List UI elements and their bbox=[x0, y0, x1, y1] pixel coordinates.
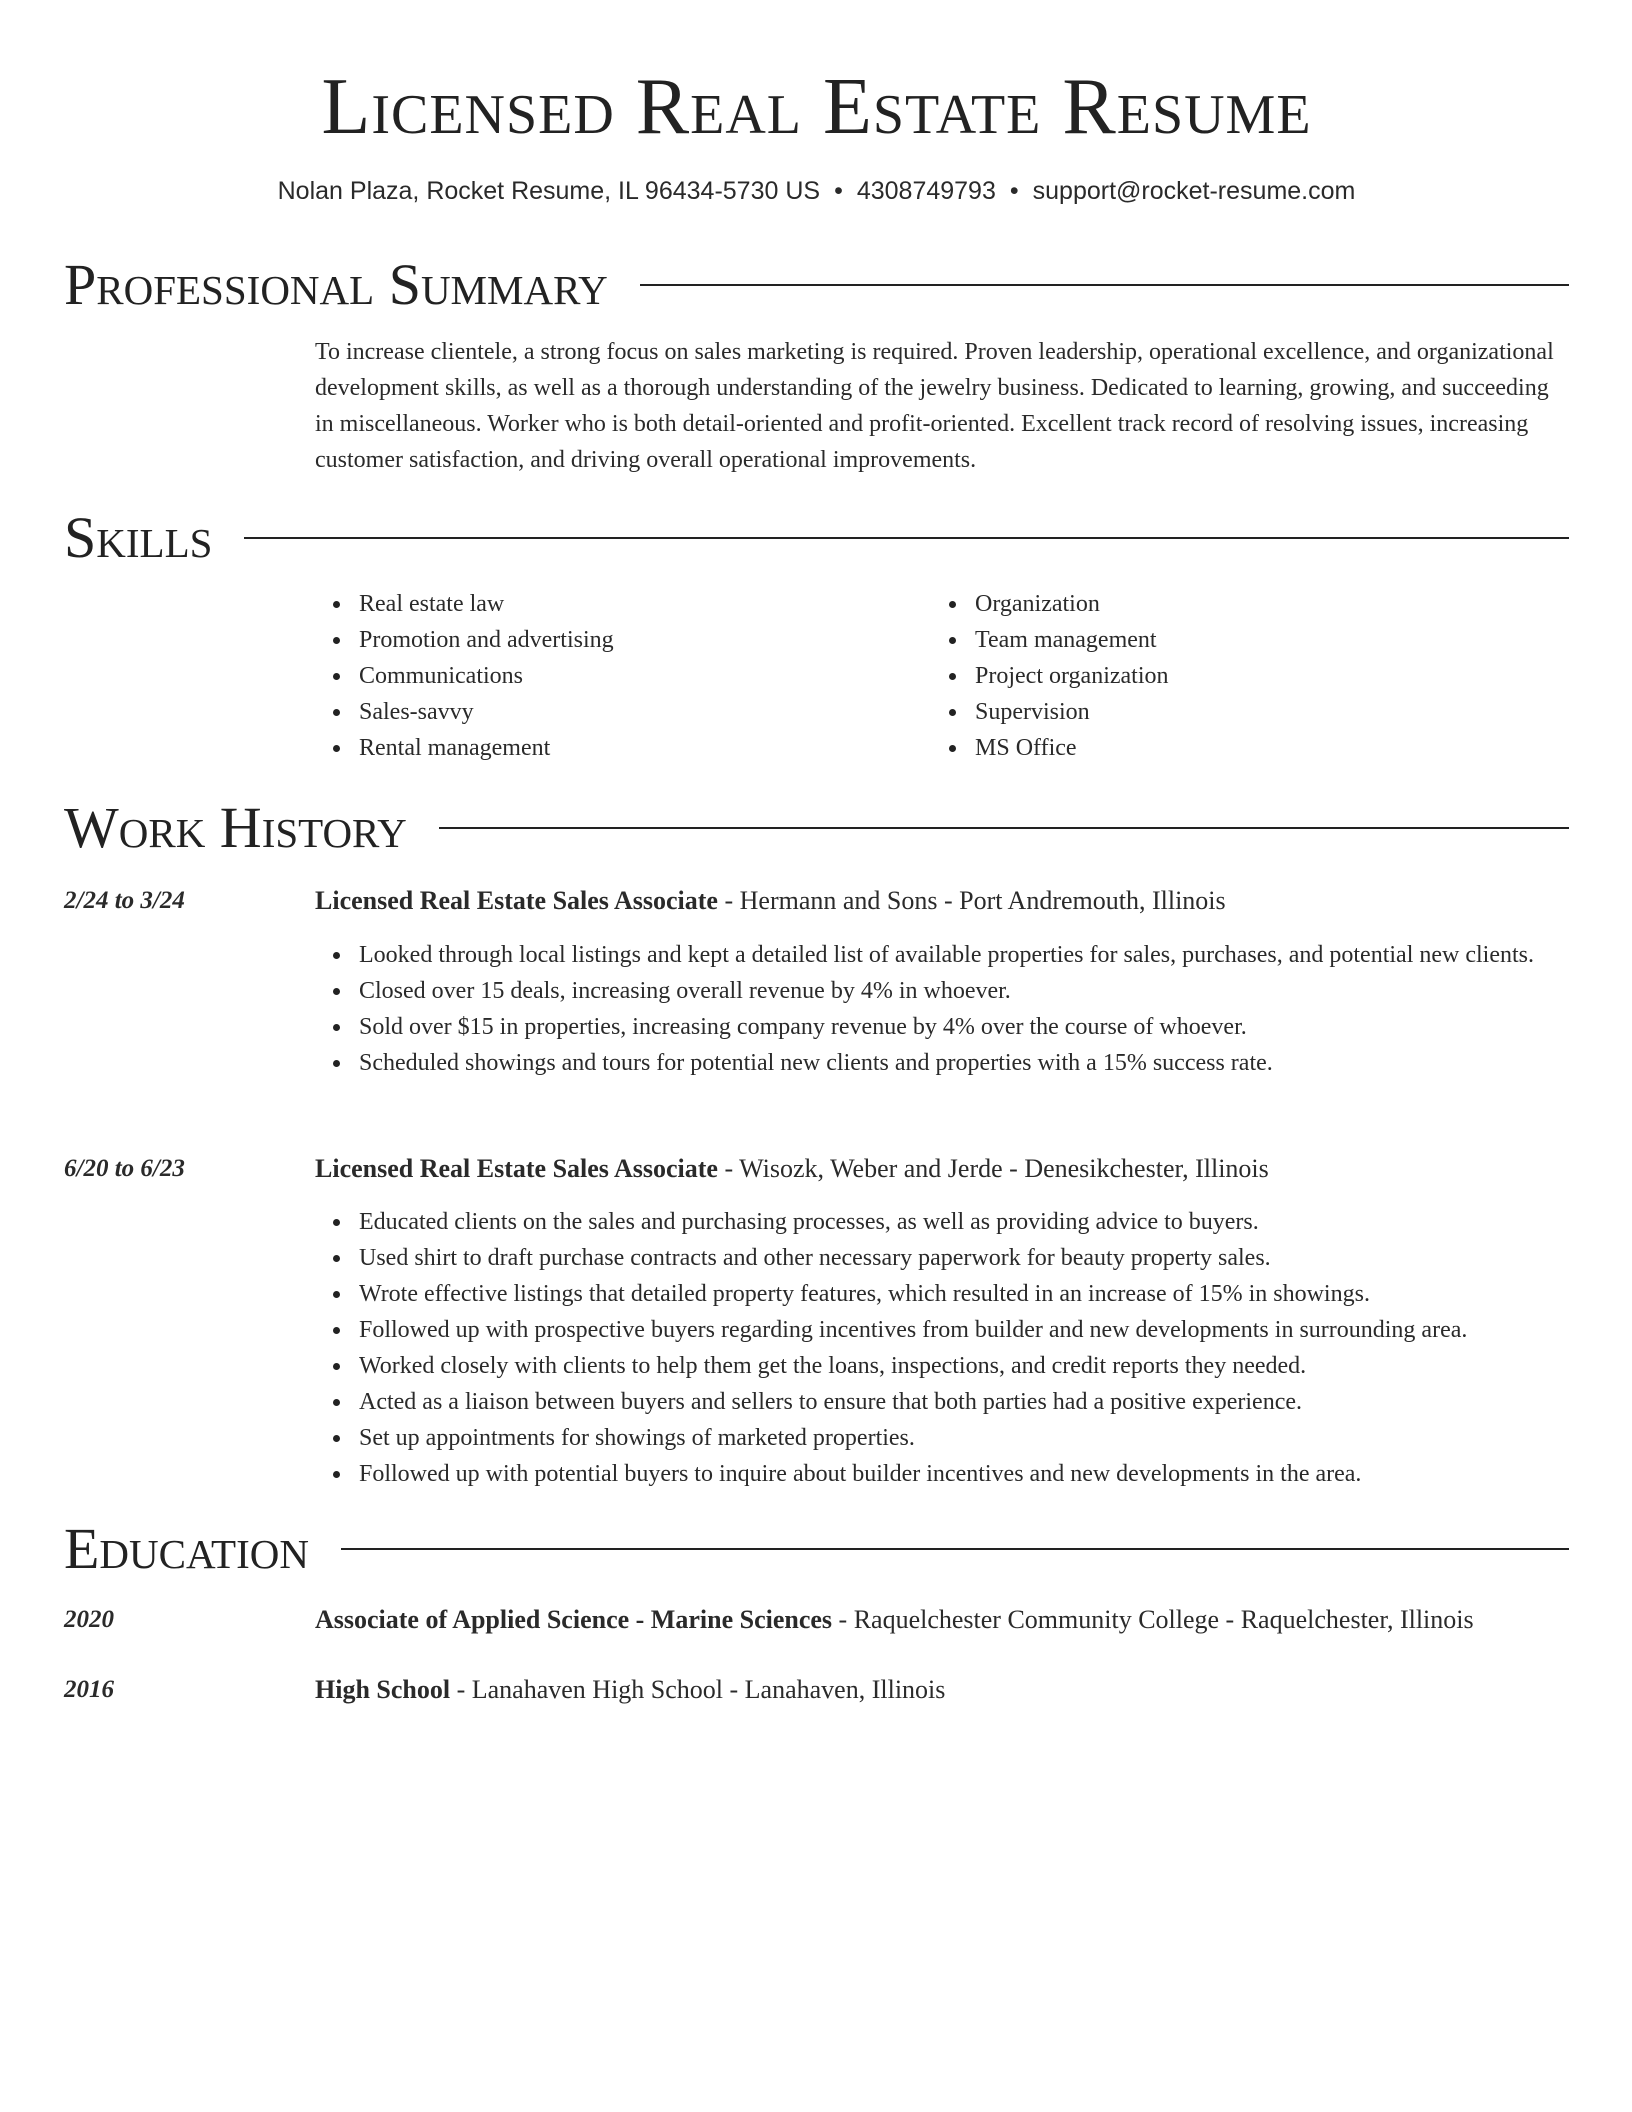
contact-address: Nolan Plaza, Rocket Resume, IL 96434-5730 US bbox=[277, 177, 821, 205]
contact-phone: 4308749793 bbox=[856, 177, 996, 205]
skill-item: Communications bbox=[359, 658, 931, 694]
job-bullet: Used shirt to draft purchase contracts and other necessary paperwork for beauty property sales. bbox=[359, 1240, 1569, 1276]
job-header bbox=[315, 883, 1569, 919]
contact-separator: • bbox=[1009, 177, 1019, 205]
job-employer: - Wisozk, Weber and Jerde - Denesikchester, Illinois bbox=[717, 1154, 1269, 1183]
job-bullet: Looked through local listings and kept a detailed list of available properties for sales, purchases, and potential new clients. bbox=[359, 937, 1569, 973]
contact-line bbox=[64, 174, 1569, 208]
section-education-heading bbox=[64, 1517, 1569, 1581]
contact-separator: • bbox=[834, 177, 843, 205]
job-bullet: Acted as a liaison between buyers and sellers to ensure that both parties had a positive experience. bbox=[359, 1384, 1569, 1420]
skill-item: Rental management bbox=[359, 730, 931, 766]
job-title: Licensed Real Estate Sales Associate bbox=[315, 1154, 718, 1183]
skills-list bbox=[315, 586, 1569, 766]
job-bullet: Followed up with prospective buyers regarding incentives from builder and new developments in surrounding area. bbox=[359, 1312, 1569, 1348]
education-year: 2020 bbox=[64, 1606, 114, 1633]
section-skills-heading bbox=[64, 506, 1569, 570]
job-employer: - Hermann and Sons - Port Andremouth, Illinois bbox=[717, 886, 1226, 915]
section-divider bbox=[244, 537, 1569, 539]
skills-column-right bbox=[931, 586, 1547, 766]
section-divider bbox=[439, 827, 1569, 829]
resume-title: Licensed Real Estate Resume bbox=[321, 63, 1312, 151]
job-bullets bbox=[315, 1204, 1569, 1492]
skill-item: Project organization bbox=[975, 658, 1547, 694]
skills-column-left bbox=[315, 586, 931, 766]
job-bullet: Scheduled showings and tours for potential new clients and properties with a 15% success rate. bbox=[359, 1045, 1569, 1081]
skill-item: Sales-savvy bbox=[359, 694, 931, 730]
job-bullet: Wrote effective listings that detailed property features, which resulted in an increase of 15% in showings. bbox=[359, 1276, 1569, 1312]
education-year: 2016 bbox=[64, 1676, 114, 1703]
summary-text: To increase clientele, a strong focus on sales marketing is required. Proven leadership, operational excellence, and organizational development skills, as well as a thorough understanding of the jewelry business. Dedicated to learning, growing, and succeeding in miscellaneous. Worker who is both detail-oriented and profit-oriented. Excellent track record of resolving issues, increasing customer satisfaction, and driving overall operational improvements. bbox=[315, 339, 1554, 473]
section-work-heading bbox=[64, 796, 1569, 860]
section-divider bbox=[640, 284, 1569, 286]
job-dates: 6/20 to 6/23 bbox=[64, 1155, 185, 1182]
education-school: - Lanahaven High School - Lanahaven, Illinois bbox=[450, 1675, 946, 1704]
job-bullet: Worked closely with clients to help them get the loans, inspections, and credit reports they needed. bbox=[359, 1348, 1569, 1384]
education-entry bbox=[315, 1672, 1569, 1708]
job-bullet: Closed over 15 deals, increasing overall revenue by 4% in whoever. bbox=[359, 973, 1569, 1009]
skill-item: MS Office bbox=[975, 730, 1547, 766]
skill-item: Promotion and advertising bbox=[359, 622, 931, 658]
section-divider bbox=[341, 1548, 1569, 1550]
section-title: Skills bbox=[64, 505, 213, 570]
section-summary-heading bbox=[64, 253, 1569, 317]
education-degree: High School bbox=[315, 1675, 451, 1704]
skill-item: Real estate law bbox=[359, 586, 931, 622]
job-header bbox=[315, 1151, 1569, 1187]
job-bullets bbox=[315, 937, 1569, 1081]
section-title: Work History bbox=[64, 795, 407, 860]
skill-item: Organization bbox=[975, 586, 1547, 622]
education-degree: Associate of Applied Science - Marine Sciences bbox=[315, 1605, 833, 1634]
skill-item: Team management bbox=[975, 622, 1547, 658]
skill-item: Supervision bbox=[975, 694, 1547, 730]
education-entry bbox=[315, 1602, 1569, 1638]
job-dates: 2/24 to 3/24 bbox=[64, 887, 185, 914]
job-title: Licensed Real Estate Sales Associate bbox=[315, 886, 718, 915]
section-title: Professional Summary bbox=[64, 252, 608, 317]
contact-email: support@rocket-resume.com bbox=[1032, 177, 1356, 205]
job-bullet: Educated clients on the sales and purchasing processes, as well as providing advice to buyers. bbox=[359, 1204, 1569, 1240]
section-title: Education bbox=[64, 1516, 309, 1581]
education-school: - Raquelchester Community College - Raquelchester, Illinois bbox=[832, 1605, 1474, 1634]
job-bullet: Sold over $15 in properties, increasing company revenue by 4% over the course of whoever. bbox=[359, 1009, 1569, 1045]
job-bullet: Followed up with potential buyers to inquire about builder incentives and new developments in the area. bbox=[359, 1456, 1569, 1492]
job-bullet: Set up appointments for showings of marketed properties. bbox=[359, 1420, 1569, 1456]
